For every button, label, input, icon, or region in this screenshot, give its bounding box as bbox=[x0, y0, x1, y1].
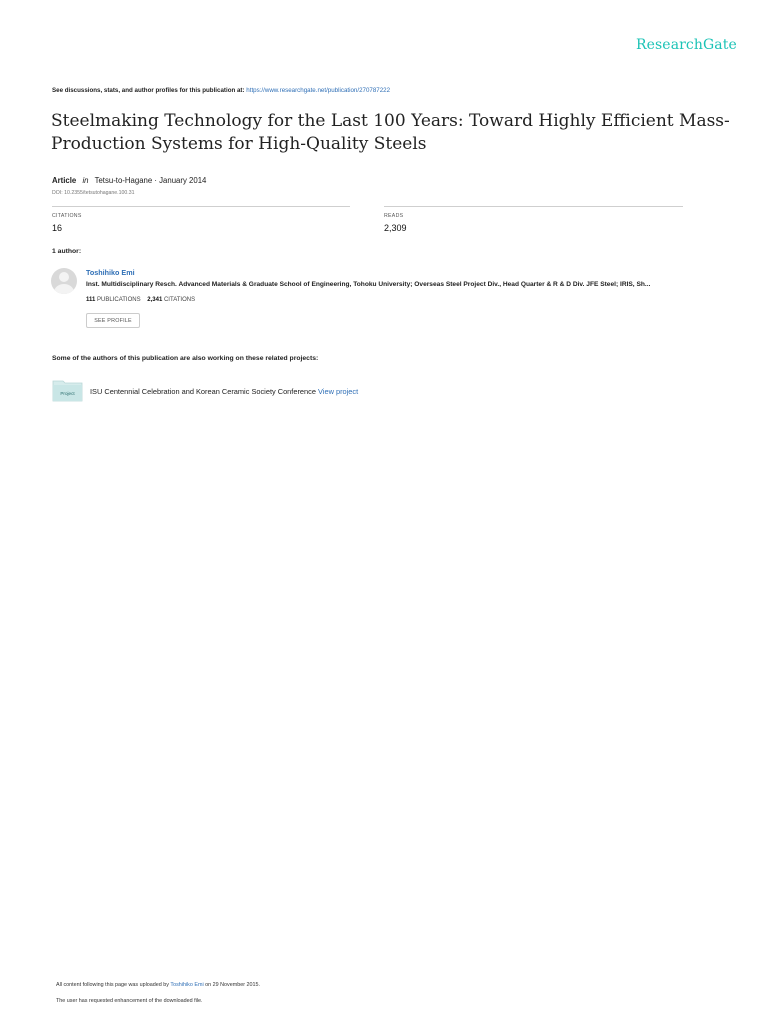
publication-url-link[interactable]: https://www.researchgate.net/publication/270787222 bbox=[246, 87, 391, 94]
researchgate-logo[interactable]: ResearchGate bbox=[636, 37, 737, 53]
article-meta bbox=[52, 176, 206, 185]
author-name-link[interactable]: Toshihiko Emi bbox=[86, 268, 135, 277]
article-type: Article bbox=[52, 176, 77, 185]
project-folder-icon[interactable] bbox=[52, 379, 83, 402]
article-title: Steelmaking Technology for the Last 100 Years: Toward Highly Efficient Mass-Production Systems for High-Quality Steels bbox=[51, 111, 730, 154]
publications-count: 111 bbox=[86, 297, 96, 303]
publication-url-line bbox=[52, 87, 390, 94]
upload-suffix: on 29 November 2015. bbox=[205, 982, 260, 988]
reads-label: READS bbox=[384, 213, 404, 219]
upload-note bbox=[56, 982, 260, 988]
citations-divider bbox=[52, 206, 350, 207]
authors-heading: 1 author: bbox=[52, 248, 82, 255]
upload-prefix: All content following this page was uploaded by bbox=[56, 982, 169, 988]
journal-date: Tetsu-to-Hagane · January 2014 bbox=[94, 176, 207, 185]
author-affiliation: Inst. Multidisciplinary Resch. Advanced Materials & Graduate School of Engineering, Tohoku University; Overseas Steel Project Div., Head Quarter & R & D Div. JFE Steel; IRIS, Sh... bbox=[86, 281, 651, 288]
in-word: in bbox=[82, 176, 89, 185]
project-entry bbox=[90, 387, 358, 396]
projects-heading: Some of the authors of this publication are also working on these related projects: bbox=[52, 355, 319, 362]
intro-label: See discussions, stats, and author profiles for this publication at: bbox=[52, 87, 245, 94]
reads-value: 2,309 bbox=[384, 223, 407, 233]
reads-divider bbox=[384, 206, 683, 207]
project-title: ISU Centennial Celebration and Korean Ceramic Society Conference bbox=[90, 387, 316, 396]
project-icon-label: Project bbox=[60, 391, 75, 396]
avatar-body bbox=[54, 284, 74, 294]
citations-label: CITATIONS bbox=[52, 213, 82, 219]
view-project-link[interactable]: View project bbox=[318, 387, 359, 396]
author-citations-label: CITATIONS bbox=[163, 297, 196, 303]
publications-label: PUBLICATIONS bbox=[97, 297, 141, 303]
see-profile-button[interactable]: SEE PROFILE bbox=[86, 313, 140, 328]
author-avatar[interactable] bbox=[51, 268, 77, 294]
author-citations-count: 2,341 bbox=[147, 297, 163, 303]
uploader-link[interactable]: Toshihiko Emi bbox=[170, 982, 204, 988]
citations-value: 16 bbox=[52, 223, 63, 233]
avatar-head bbox=[59, 272, 69, 282]
doi: DOI: 10.2355/tetsutohagane.100.31 bbox=[52, 190, 135, 196]
author-counts bbox=[86, 297, 195, 303]
enhancement-note: The user has requested enhancement of the downloaded file. bbox=[56, 998, 203, 1004]
